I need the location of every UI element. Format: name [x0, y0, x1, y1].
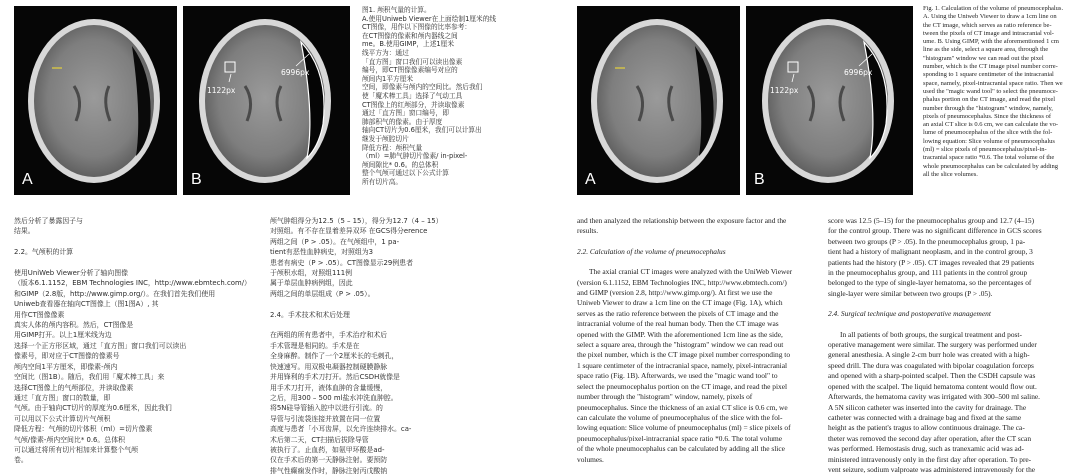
text-line: vent seizure, sodium valproate was administered intravenously for the	[828, 464, 1036, 474]
ct-image-b	[183, 6, 350, 195]
caption-line: "histogram" window we can read out the pixel	[923, 54, 1044, 62]
text-column-1-en	[577, 216, 817, 469]
text-line: catheter was connected with a drainage bag and fixed at the same	[828, 412, 1022, 422]
ct-image-a	[14, 6, 177, 195]
text-line: 排气性癫痫发作时，静脉注射丙戊酸钠	[270, 466, 388, 475]
caption-line: whole pneumocephalus can be calculated by adding	[923, 162, 1059, 170]
text-line: ministered intravenously only in the first day after operation. To pre-	[828, 454, 1032, 464]
caption-line: sponding to 1 square centimeter of the intracranial	[923, 71, 1054, 79]
text-line: opened with the scalpel. The liquid hematoma content would flow out.	[828, 381, 1037, 391]
text-line: 用手术刀打开，液体血肿的含量缓慢，	[270, 383, 388, 392]
text-line	[270, 320, 518, 330]
text-line: patients had the history (P > .05). CT images revealed that 29 patients	[828, 257, 1035, 267]
text-line	[14, 258, 262, 268]
caption-line: 所有切片高。	[362, 177, 403, 186]
text-line: 空间比（图1B）。随后，我们用「魔术棒工具」来	[14, 373, 165, 382]
caption-line: pixels of pneumocephalus. Since the thickness of	[923, 112, 1051, 120]
text-line: 对照组。有不存在显着差异双环 在GCS得分erence	[270, 227, 428, 236]
caption-line: space, namely, pixel-intracranial space ratio. Then we	[923, 79, 1063, 87]
text-line: Uniweb Viewer to draw a 1cm line on the CT image (Fig. 1A), which	[577, 298, 783, 308]
ct-scan-panel-a	[14, 6, 177, 195]
text-line: 术后第二天，CT扫描后拔除导管	[270, 435, 369, 444]
caption-line: 颅间内1平方厘米	[362, 74, 414, 83]
text-line: and then analyzed the relationship between the exposure factor and the	[577, 216, 787, 225]
text-line: 颅气肿组得分为12.5（5 – 15），得分为12.7（4 – 15）	[270, 217, 443, 225]
original-page	[567, 0, 1080, 474]
caption-line: 线平方为：通过	[362, 48, 409, 57]
pixel-label-large: 6996px	[281, 68, 310, 77]
caption-line: Fig. 1. Calculation of the volume of pneumocephalus.	[923, 5, 1064, 12]
text-line: 之后，用300 – 500 ml盐水冲洗血肿腔。	[270, 393, 398, 402]
text-line: 卷。	[14, 456, 28, 465]
text-line: speed drill. The dura was coagulated with bipolar coagulation forceps	[828, 360, 1034, 370]
caption-line: 肺部积气的像素。由于厚度	[362, 117, 443, 126]
text-line: 在两组的所有患者中，手术治疗和术后	[270, 331, 388, 340]
text-line: 患者有病史（P > .05）。CT图像显示29例患者	[270, 258, 413, 267]
figure-caption-en	[923, 5, 1073, 195]
text-line: and opened with a sharp-pointed scalpel. Then the CSDH capsule was	[828, 371, 1036, 381]
caption-line: 颅间隙比* 0.6。的总体积	[362, 160, 439, 169]
text-line: was performed. Hemostasis drug, such as tranexamic acid was ad-	[828, 444, 1024, 454]
panel-label-a: A	[22, 171, 33, 188]
text-line: operative management were similar. The surgery was performed under	[828, 340, 1037, 350]
caption-line: lowing equation: Slice volume of pneumocephalus	[923, 137, 1055, 145]
text-line: number through the "histogram" window, namely, pixels of	[577, 392, 753, 402]
translated-page	[0, 0, 526, 475]
caption-line: （ml）=肺气肿切片像素/ in-pixel-	[362, 152, 468, 161]
text-line: general anesthesia. A single 2-cm burr hole was created with a high-	[828, 350, 1030, 360]
text-line: 用GIMP打开。以上1厘米线为边	[14, 331, 112, 340]
text-line: for the control group. There was no significant difference in GCS scores	[828, 226, 1042, 236]
caption-line: tween the pixels of CT image and intracranial vol-	[923, 29, 1054, 37]
caption-line: A. Using the Uniweb Viewer to draw a 1cm line on	[923, 13, 1057, 21]
caption-line: an axial CT slice is 0.6 cm, we can calculate the vo-	[923, 121, 1059, 129]
section-heading-2-2: 2.2. Calculation of the volume of pneumocephalus	[577, 246, 726, 256]
text-line: 通过「直方图」窗口的数量，即	[14, 393, 111, 402]
text-line: 属于单层血肿病例组，因此	[270, 279, 353, 288]
text-line: （版本6.1.1152，EBM Technologies INC，http://www.ebmtech.com/）	[14, 279, 251, 288]
caption-line: number through the "histogram" window, namely,	[923, 104, 1053, 112]
text-line: 手术管理是相同的。手术是在	[270, 341, 360, 350]
text-line: 2.2。气颅积的计算	[14, 248, 74, 257]
text-line: space ratio (Fig. 1B). Afterwards, we used the "magic wand tool" to	[577, 371, 778, 381]
caption-line: 「直方图」窗口我们可以读出像素	[362, 57, 463, 66]
text-line: 可以通过将所有切片相加来计算整个气颅	[14, 445, 139, 454]
caption-line: A.使用Uniweb Viewer在上面绘制1厘米的线	[362, 14, 497, 23]
text-line: of the whole pneumocephalus can be calculated by adding all the slice	[577, 444, 785, 454]
text-column-2-zh	[270, 216, 518, 475]
text-line: In all patients of both groups, the surgical treatment and post-	[840, 329, 1022, 339]
text-line: results.	[577, 226, 599, 236]
text-column-1-zh	[14, 216, 262, 469]
text-line: Uniweb查看器在轴向CT图像上（图1图A）, 其	[14, 300, 159, 309]
caption-line: 空间，即像素与颅内的空间比。然后我们	[362, 83, 483, 92]
caption-line: CT图像，用作以下图像的比率参考：	[362, 23, 472, 32]
caption-line: 使「魔术棒工具」选择了气动工具	[362, 91, 463, 100]
ct-image-b	[746, 6, 913, 195]
text-line: 选择一个正方形区域，通过「直方图」窗口我们可以读出	[14, 341, 187, 350]
section-heading-2-4: 2.4. Surgical technique and postoperative management	[828, 309, 991, 319]
text-line: 用作CT图像像素	[14, 310, 65, 319]
text-line: 被执行了。止血药，如氨甲环酸是ad-	[270, 445, 385, 454]
text-line: 仅在手术后的第一天静脉注射。要预防	[270, 456, 388, 465]
panel-label-a: A	[585, 171, 596, 188]
text-line: 可以用以下公式计算切片气颅积	[14, 414, 111, 423]
text-line: serves as the ratio reference between the pixels of CT image and the	[577, 308, 779, 318]
text-line: 两组之间的单层组成（P > .05）。	[270, 289, 375, 298]
figure-caption-zh	[362, 6, 512, 196]
caption-line: 继发于颅腔切片	[362, 134, 409, 143]
caption-line: 轴向CT切片为0.6厘米，我们可以计算出	[362, 126, 482, 135]
text-line: The axial cranial CT images were analyzed with the UniWeb Viewer	[589, 267, 793, 277]
caption-line: lume of pneumocephalus of the slice with the fol-	[923, 129, 1053, 137]
caption-line: phalus portion on the CT image, and read the pixel	[923, 96, 1056, 104]
ct-image-a	[577, 6, 740, 195]
caption-line: all the slice volumes.	[923, 170, 978, 178]
caption-line: line as the side, select a square area, through the	[923, 46, 1049, 54]
ct-scan-panel-b	[746, 6, 913, 195]
caption-line: 降低方程：颅积气量	[362, 143, 423, 152]
pixel-label-small: 1122px	[207, 86, 236, 95]
text-line: lowing equation: Slice volume of pneumocephalus (ml) = slice pixels of	[577, 423, 791, 433]
text-line: 2.4。手术技术和术后处理	[270, 310, 350, 319]
text-line: 和GIMP（2.8版，http://www.gimp.org/）。在我们首先我们使用	[14, 289, 216, 298]
text-line: pneumocephalus. Since the thickness of an axial CT slice is 0.6 cm, we	[577, 402, 788, 412]
text-line: 气颅/像素-颅内空间比* 0.6。总体积	[14, 435, 125, 444]
text-line: 降低方程：气颅的切片体积（ml）=切片像素	[14, 425, 153, 434]
text-line: 快速速写。用双极电凝器控制硬膜静脉	[270, 362, 388, 371]
text-line	[270, 299, 518, 309]
text-line: 气颅。由于轴向CT切片的厚度为0.6厘米，因此我们	[14, 404, 172, 413]
caption-line: CT图像上的红颅部分，并读取像素	[362, 100, 465, 109]
caption-line: 整个气颅可通过以下公式计算	[362, 169, 449, 178]
caption-line: 通过「直方图」窗口编号，即	[362, 109, 449, 118]
text-line: select the pneumocephalus portion on the CT image, and read the pixel	[577, 381, 788, 391]
caption-line: (ml) = slice pixels of pneumocephalus/pixel-in-	[923, 146, 1047, 154]
text-line: score was 12.5 (5–15) for the pneumocephalus group and 12.7 (4–15)	[828, 216, 1035, 225]
text-line: 全身麻醉。制作了一个2厘米长的毛刺孔，	[270, 352, 399, 361]
caption-line: number, which is the CT image pixel number corre-	[923, 63, 1058, 71]
text-line: height as the patient's tragus to allow continuous drainage. The ca-	[828, 423, 1025, 433]
caption-line: used the "magic wand tool" to select the pneumoce-	[923, 87, 1058, 95]
panel-label-b: B	[191, 171, 202, 188]
text-line: (version 6.1.1152, EBM Technologies INC, http://www.ebmtech.com/)	[577, 277, 787, 287]
ct-scan-panel-a	[577, 6, 740, 195]
caption-line: 在CT图像的像素和颅内器线之间	[362, 31, 458, 40]
text-line: 使用UniWeb Viewer分析了轴向图像	[14, 269, 128, 278]
text-line: the pixel number, which is the CT image pixel number corresponding to	[577, 350, 791, 360]
caption-line: 图1. 颅积气量的计算。	[362, 6, 431, 14]
ct-scan-panel-b	[183, 6, 350, 195]
text-line: theter was removed the second day after operation, after the CT scan	[828, 433, 1032, 443]
page-gutter	[526, 0, 567, 469]
caption-line: ume. B. Using GIMP, with the aforementioned 1 cm	[923, 38, 1059, 46]
text-line: intracranial volume of the real human body. Then the CT image was	[577, 319, 779, 329]
text-line: belonged to the type of single-layer hematoma, so the percentages of	[828, 278, 1032, 288]
caption-line: tracranial space ratio *0.6. The total volume of the	[923, 154, 1055, 162]
text-line: in the pneumocephalus group, and 111 patients in the control group	[828, 268, 1028, 278]
text-line: 将5N硅导管插入腔中以进行引流。的	[270, 404, 383, 413]
text-line: A 5N silicon catheter was inserted into the cavity for drainage. The	[828, 402, 1027, 412]
text-line: 像素号，即对应于CT图像的像素号	[14, 352, 120, 361]
caption-line: the CT image, which serves as ratio reference be-	[923, 21, 1052, 29]
text-line: Afterwards, the hematoma cavity was irrigated with 300–500 ml saline.	[828, 392, 1041, 402]
text-line: can calculate the volume of pneumocephalus of the slice with the fol-	[577, 412, 783, 422]
text-line: 1 square centimeter of the intracranial space, namely, pixel-intracranial	[577, 360, 788, 370]
text-line: 高度与患者「小耳齿屏，以允许连续排水。ca-	[270, 425, 412, 434]
caption-line: 编号，即CT图像像素编号对应的	[362, 66, 458, 75]
text-line: and GIMP (version 2.8, http://www.gimp.org/). At first we use the	[577, 288, 773, 298]
pixel-label-large: 6996px	[844, 68, 873, 77]
text-line: 导管与引流袋连接并放置在同一位置	[270, 414, 381, 423]
text-line: tient有恶性血肿病史，对照组为3	[270, 248, 373, 257]
text-line: 于颅积水组，对照组111例	[270, 269, 353, 278]
caption-line: me。B.使用GIMP，上述1厘米	[362, 40, 455, 49]
panel-label-b: B	[754, 171, 765, 188]
text-line: select a square area, through the "histogram" window we can read out	[577, 340, 784, 350]
text-column-2-en	[828, 216, 1072, 474]
text-line: 然后分析了暴露因子与	[14, 217, 83, 225]
text-line: pneumocephalus/pixel-intracranial space ratio *0.6. The total volume	[577, 433, 783, 443]
text-line	[14, 237, 262, 247]
text-line: between two groups (P > .05). In the pneumocephalus group, 1 pa-	[828, 236, 1026, 246]
pixel-label-small: 1122px	[770, 86, 799, 95]
text-line: 两组之间（P > .05）。在气颅组中，1 pa-	[270, 237, 400, 246]
text-line: volumes.	[577, 454, 604, 464]
text-line: single-layer were similar between two groups (P > .05).	[828, 288, 993, 298]
text-line: 颅内空间1平方厘米，即像素-颅内	[14, 362, 118, 371]
text-line: opened with the GIMP. With the aforementioned 1cm line as the side,	[577, 329, 783, 339]
text-line: 结果。	[14, 227, 35, 236]
text-line: 选择CT图像上的气颅部位，并读取像素	[14, 383, 134, 392]
text-line: tient had a history of malignant neoplasm, and in the control group, 3	[828, 247, 1033, 257]
text-line: 并用锋利的手术刀打开。然后CSDH就像是	[270, 373, 400, 382]
text-line: 真实人体的颅内容积。然后，CT图像是	[14, 321, 134, 330]
